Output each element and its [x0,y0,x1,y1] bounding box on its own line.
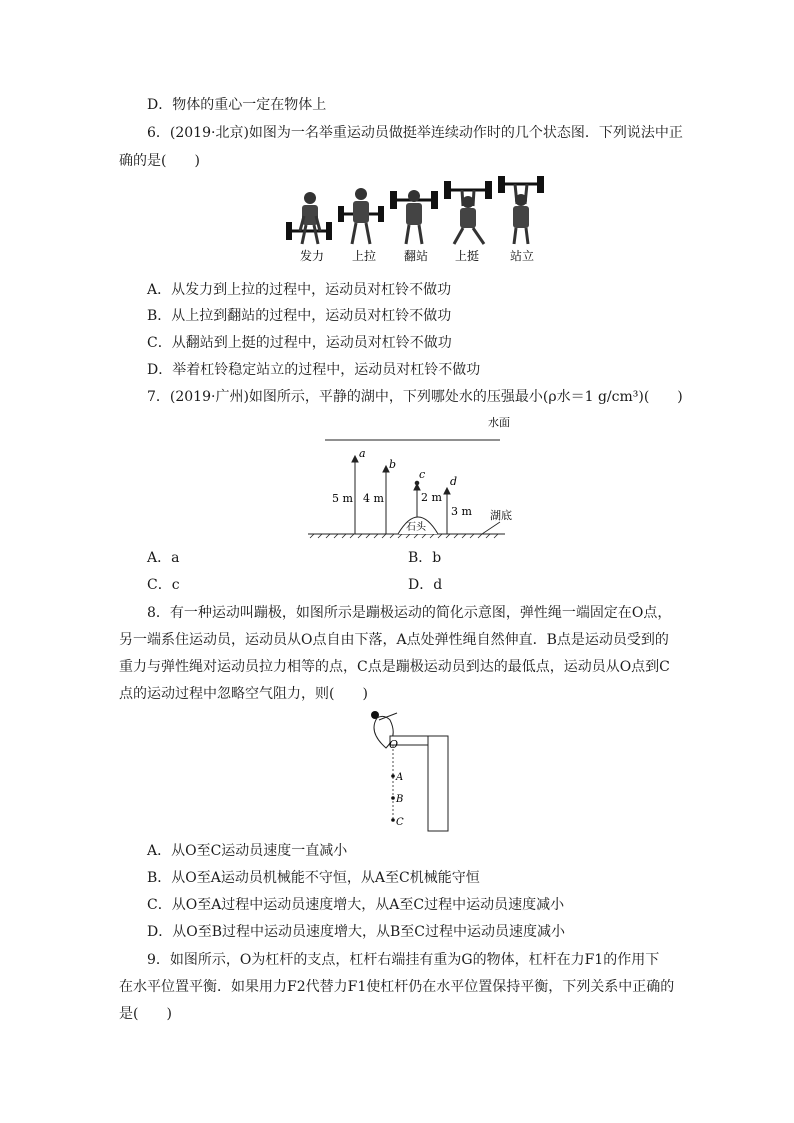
q7-option-c: C．c [147,577,180,593]
point-a: a [359,447,366,460]
depth-b: 4 m [363,492,384,505]
lake-figure [300,412,520,542]
point-b: B [396,794,404,805]
q5-option-d: D．物体的重心一定在物体上 [147,97,327,113]
q8-option-a: A．从O至C运动员速度一直减小 [147,843,348,859]
point-d: d [450,475,458,488]
weightlifter-figure [280,176,550,264]
q8-stem-line3: 重力与弹性绳对运动员拉力相等的点，C点是蹦极运动员到达的最低点，运动员从O点到C [119,659,670,675]
q6-option-b: B．从上拉到翻站的过程中，运动员对杠铃不做功 [147,308,452,324]
q9-stem-line1: 9．如图所示，O为杠杆的支点，杠杆右端挂有重为G的物体，杠杆在力F1的作用下 [147,952,660,968]
q8-stem-line2: 另一端系住运动员，运动员从O点自由下落，A点处弹性绳自然伸直．B点是运动员受到的 [119,632,669,648]
depth-c: 2 m [421,491,442,504]
q6-stem-line2: 确的是( ) [119,153,200,169]
q6-option-a: A．从发力到上拉的过程中，运动员对杠铃不做功 [147,282,452,298]
stone-label: 石头 [406,522,426,533]
point-a: A [396,772,404,783]
label-shangting: 上挺 [455,249,480,263]
q6-stem-line1: 6．(2019·北京)如图为一名举重运动员做挺举连续动作时的几个状态图．下列说法中正 [147,125,683,141]
q7-option-b: B．b [408,550,442,566]
pose-shangting [444,181,492,244]
pose-zhanli [498,176,544,244]
lake-bottom-label: 湖底 [490,509,512,522]
q9-stem-line3: 是( ) [119,1006,172,1022]
q9-stem-line2: 在水平位置平衡．如果用力F2代替力F1使杠杆仍在水平位置保持平衡，下列关系中正确的 [119,979,675,995]
q7-stem: 7．(2019·广州)如图所示，平静的湖中，下列哪处水的压强最小(ρ水＝1 g/cm³)( ) [147,389,683,405]
point-c: C [396,817,404,828]
point-b: b [389,458,397,471]
water-surface-label: 水面 [488,416,510,429]
pose-fali [286,192,332,244]
pose-shangla [338,188,384,244]
q7-option-a: A．a [147,550,180,566]
point-c: c [419,468,426,481]
bungee-figure [362,708,462,836]
depth-d: 3 m [451,505,472,518]
q6-option-c: C．从翻站到上挺的过程中，运动员对杠铃不做功 [147,335,452,351]
point-o: O [389,738,399,751]
label-fanzhan: 翻站 [404,249,429,263]
q6-option-d: D．举着杠铃稳定站立的过程中，运动员对杠铃不做功 [147,362,481,378]
pose-fanzhan [390,190,438,244]
q7-option-d: D．d [408,577,443,593]
q8-stem-line1: 8．有一种运动叫蹦极，如图所示是蹦极运动的简化示意图，弹性绳一端固定在O点， [147,605,672,621]
label-shangla: 上拉 [352,249,377,263]
depth-a: 5 m [332,492,353,505]
q8-option-c: C．从O至A过程中运动员速度增大，从A至C过程中运动员速度减小 [147,897,565,913]
q8-stem-line4: 点的运动过程中忽略空气阻力，则( ) [119,686,368,702]
q8-option-d: D．从O至B过程中运动员速度增大，从B至C过程中运动员速度减小 [147,924,565,940]
label-fali: 发力 [300,249,325,263]
label-zhanli: 站立 [510,249,535,263]
q8-option-b: B．从O至A运动员机械能不守恒，从A至C机械能守恒 [147,870,480,886]
